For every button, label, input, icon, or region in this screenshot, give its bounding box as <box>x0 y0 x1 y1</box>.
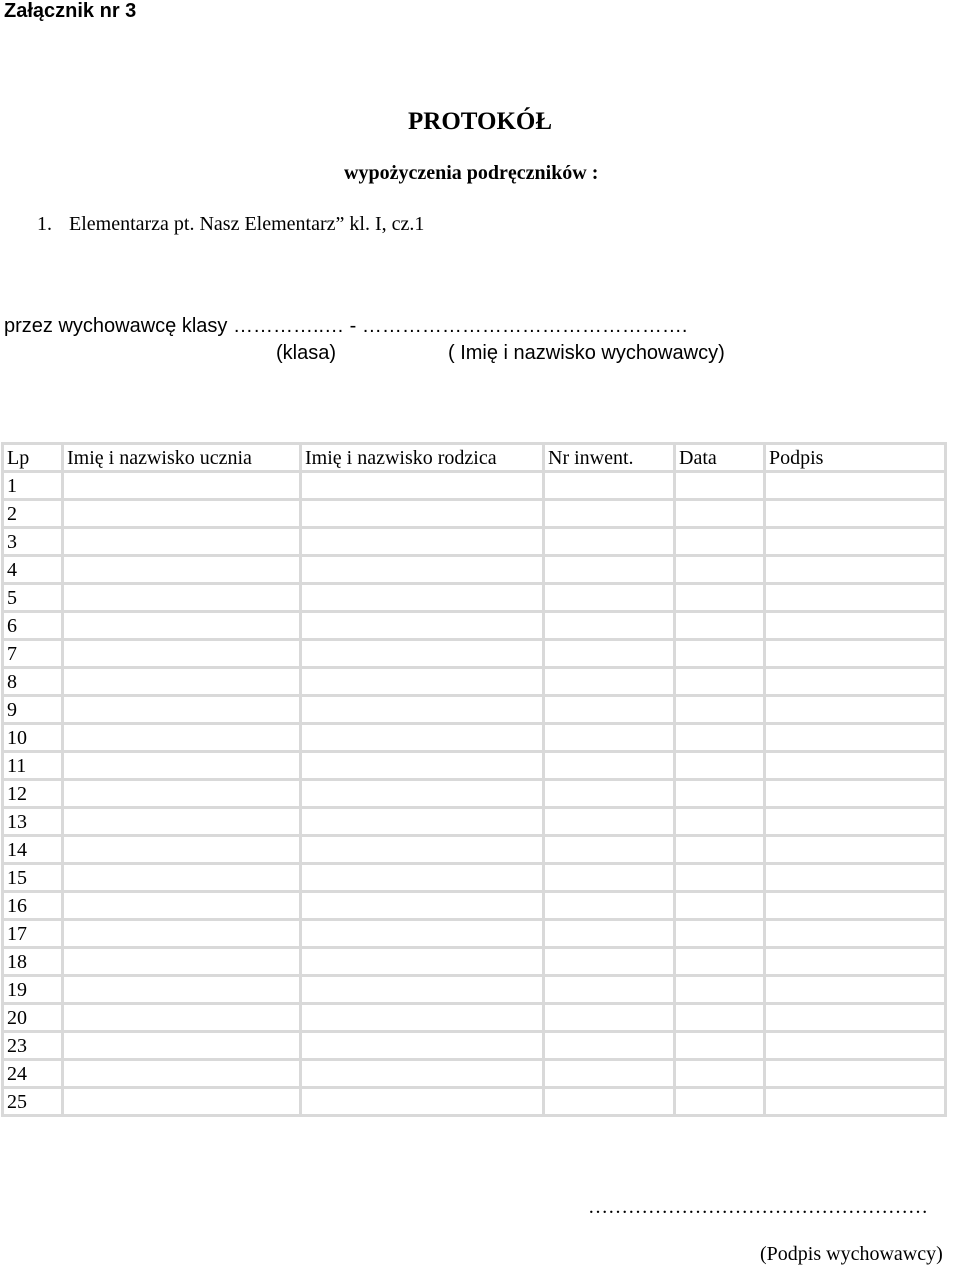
inventory-number-cell[interactable] <box>545 613 676 641</box>
table-row <box>1 781 947 809</box>
table-row <box>1 1033 947 1061</box>
signature-cell[interactable] <box>766 949 947 977</box>
date-cell[interactable] <box>676 949 766 977</box>
row-number: 13 <box>1 809 64 837</box>
table-row <box>1 613 947 641</box>
parent-name-cell[interactable] <box>302 529 545 557</box>
signature-cell[interactable] <box>766 753 947 781</box>
row-number: 5 <box>1 585 64 613</box>
student-name-cell[interactable] <box>64 1033 302 1061</box>
student-name-cell[interactable] <box>64 1005 302 1033</box>
table-row <box>1 1005 947 1033</box>
date-cell[interactable] <box>676 725 766 753</box>
table-row <box>1 697 947 725</box>
parent-name-cell[interactable] <box>302 473 545 501</box>
date-cell[interactable] <box>676 585 766 613</box>
row-number: 8 <box>1 669 64 697</box>
inventory-number-cell[interactable] <box>545 641 676 669</box>
parent-name-cell[interactable] <box>302 977 545 1005</box>
header-date: Data <box>676 442 766 473</box>
student-name-cell[interactable] <box>64 697 302 725</box>
inventory-number-cell[interactable] <box>545 949 676 977</box>
parent-name-cell[interactable] <box>302 1089 545 1117</box>
parent-name-cell[interactable] <box>302 725 545 753</box>
header-signature: Podpis <box>766 442 947 473</box>
inventory-number-cell[interactable] <box>545 473 676 501</box>
row-number: 17 <box>1 921 64 949</box>
student-name-cell[interactable] <box>64 977 302 1005</box>
teacher-name-hint: ( Imię i nazwisko wychowawcy) <box>448 342 725 364</box>
student-name-cell[interactable] <box>64 809 302 837</box>
parent-name-cell[interactable] <box>302 641 545 669</box>
inventory-number-cell[interactable] <box>545 893 676 921</box>
inventory-number-cell[interactable] <box>545 1033 676 1061</box>
header-student-name: Imię i nazwisko ucznia <box>64 442 302 473</box>
signature-cell[interactable] <box>766 1089 947 1117</box>
table-header-row <box>1 442 947 473</box>
student-name-cell[interactable] <box>64 613 302 641</box>
inventory-number-cell[interactable] <box>545 921 676 949</box>
signature-line: …………………………………………… <box>588 1196 928 1218</box>
signature-cell[interactable] <box>766 501 947 529</box>
student-name-cell[interactable] <box>64 837 302 865</box>
student-name-cell[interactable] <box>64 949 302 977</box>
row-number: 2 <box>1 501 64 529</box>
parent-name-cell[interactable] <box>302 697 545 725</box>
signature-cell[interactable] <box>766 977 947 1005</box>
student-name-cell[interactable] <box>64 529 302 557</box>
student-name-cell[interactable] <box>64 1061 302 1089</box>
signature-cell[interactable] <box>766 641 947 669</box>
row-number: 20 <box>1 1005 64 1033</box>
date-cell[interactable] <box>676 501 766 529</box>
signature-cell[interactable] <box>766 613 947 641</box>
row-number: 24 <box>1 1061 64 1089</box>
date-cell[interactable] <box>676 865 766 893</box>
inventory-number-cell[interactable] <box>545 837 676 865</box>
row-number: 12 <box>1 781 64 809</box>
row-number: 19 <box>1 977 64 1005</box>
row-number: 10 <box>1 725 64 753</box>
inventory-number-cell[interactable] <box>545 781 676 809</box>
student-name-cell[interactable] <box>64 753 302 781</box>
student-name-cell[interactable] <box>64 865 302 893</box>
table-row <box>1 893 947 921</box>
parent-name-cell[interactable] <box>302 893 545 921</box>
date-cell[interactable] <box>676 641 766 669</box>
table-row <box>1 501 947 529</box>
signature-cell[interactable] <box>766 529 947 557</box>
book-list-number: 1. <box>37 213 52 235</box>
document-subtitle: wypożyczenia podręczników : <box>344 162 599 184</box>
signature-cell[interactable] <box>766 697 947 725</box>
table-row <box>1 977 947 1005</box>
parent-name-cell[interactable] <box>302 837 545 865</box>
parent-name-cell[interactable] <box>302 557 545 585</box>
date-cell[interactable] <box>676 557 766 585</box>
date-cell[interactable] <box>676 669 766 697</box>
parent-name-cell[interactable] <box>302 865 545 893</box>
signature-cell[interactable] <box>766 921 947 949</box>
inventory-number-cell[interactable] <box>545 501 676 529</box>
inventory-number-cell[interactable] <box>545 809 676 837</box>
student-name-cell[interactable] <box>64 669 302 697</box>
signature-cell[interactable] <box>766 781 947 809</box>
document-title: PROTOKÓŁ <box>408 108 553 135</box>
signature-cell[interactable] <box>766 893 947 921</box>
parent-name-cell[interactable] <box>302 585 545 613</box>
row-number: 25 <box>1 1089 64 1117</box>
inventory-number-cell[interactable] <box>545 725 676 753</box>
inventory-number-cell[interactable] <box>545 669 676 697</box>
parent-name-cell[interactable] <box>302 781 545 809</box>
table-row <box>1 1061 947 1089</box>
row-number: 1 <box>1 473 64 501</box>
date-cell[interactable] <box>676 977 766 1005</box>
inventory-number-cell[interactable] <box>545 1089 676 1117</box>
table-row <box>1 725 947 753</box>
signature-cell[interactable] <box>766 557 947 585</box>
row-number: 23 <box>1 1033 64 1061</box>
table-row <box>1 753 947 781</box>
date-cell[interactable] <box>676 809 766 837</box>
class-teacher-line: przez wychowawcę klasy …………..… - …………………………………………. <box>4 315 688 337</box>
table-row <box>1 641 947 669</box>
student-name-cell[interactable] <box>64 893 302 921</box>
signature-cell[interactable] <box>766 1005 947 1033</box>
inventory-number-cell[interactable] <box>545 1005 676 1033</box>
loan-table <box>1 442 947 1117</box>
inventory-number-cell[interactable] <box>545 865 676 893</box>
table-row <box>1 921 947 949</box>
date-cell[interactable] <box>676 697 766 725</box>
header-parent-name: Imię i nazwisko rodzica <box>302 442 545 473</box>
inventory-number-cell[interactable] <box>545 529 676 557</box>
student-name-cell[interactable] <box>64 473 302 501</box>
parent-name-cell[interactable] <box>302 669 545 697</box>
row-number: 4 <box>1 557 64 585</box>
header-lp: Lp <box>1 442 64 473</box>
row-number: 3 <box>1 529 64 557</box>
date-cell[interactable] <box>676 893 766 921</box>
row-number: 14 <box>1 837 64 865</box>
student-name-cell[interactable] <box>64 557 302 585</box>
inventory-number-cell[interactable] <box>545 557 676 585</box>
signature-cell[interactable] <box>766 725 947 753</box>
date-cell[interactable] <box>676 837 766 865</box>
inventory-number-cell[interactable] <box>545 1061 676 1089</box>
table-row <box>1 809 947 837</box>
row-number: 9 <box>1 697 64 725</box>
signature-cell[interactable] <box>766 1033 947 1061</box>
date-cell[interactable] <box>676 473 766 501</box>
table-row <box>1 473 947 501</box>
student-name-cell[interactable] <box>64 725 302 753</box>
student-name-cell[interactable] <box>64 585 302 613</box>
row-number: 18 <box>1 949 64 977</box>
table-row <box>1 949 947 977</box>
signature-cell[interactable] <box>766 669 947 697</box>
parent-name-cell[interactable] <box>302 753 545 781</box>
table-row <box>1 529 947 557</box>
signature-label: (Podpis wychowawcy) <box>760 1243 943 1265</box>
date-cell[interactable] <box>676 781 766 809</box>
header-inventory-number: Nr inwent. <box>545 442 676 473</box>
parent-name-cell[interactable] <box>302 1005 545 1033</box>
parent-name-cell[interactable] <box>302 949 545 977</box>
date-cell[interactable] <box>676 1005 766 1033</box>
book-list-item <box>37 213 424 236</box>
date-cell[interactable] <box>676 529 766 557</box>
date-cell[interactable] <box>676 921 766 949</box>
date-cell[interactable] <box>676 753 766 781</box>
table-body <box>1 473 947 1117</box>
signature-cell[interactable] <box>766 585 947 613</box>
date-cell[interactable] <box>676 1061 766 1089</box>
inventory-number-cell[interactable] <box>545 753 676 781</box>
parent-name-cell[interactable] <box>302 921 545 949</box>
table-row <box>1 669 947 697</box>
annex-label: Załącznik nr 3 <box>4 0 137 22</box>
row-number: 7 <box>1 641 64 669</box>
table-row <box>1 1089 947 1117</box>
parent-name-cell[interactable] <box>302 1061 545 1089</box>
signature-cell[interactable] <box>766 865 947 893</box>
table-row <box>1 585 947 613</box>
row-number: 16 <box>1 893 64 921</box>
student-name-cell[interactable] <box>64 921 302 949</box>
signature-cell[interactable] <box>766 1061 947 1089</box>
parent-name-cell[interactable] <box>302 809 545 837</box>
inventory-number-cell[interactable] <box>545 585 676 613</box>
book-list-text: Elementarza pt. Nasz Elementarz” kl. I, cz.1 <box>69 213 425 235</box>
student-name-cell[interactable] <box>64 641 302 669</box>
student-name-cell[interactable] <box>64 781 302 809</box>
inventory-number-cell[interactable] <box>545 977 676 1005</box>
class-hint: (klasa) <box>276 342 337 364</box>
signature-cell[interactable] <box>766 837 947 865</box>
date-cell[interactable] <box>676 1033 766 1061</box>
table-row <box>1 865 947 893</box>
student-name-cell[interactable] <box>64 501 302 529</box>
inventory-number-cell[interactable] <box>545 697 676 725</box>
date-cell[interactable] <box>676 1089 766 1117</box>
signature-cell[interactable] <box>766 473 947 501</box>
row-number: 15 <box>1 865 64 893</box>
parent-name-cell[interactable] <box>302 501 545 529</box>
parent-name-cell[interactable] <box>302 1033 545 1061</box>
row-number: 6 <box>1 613 64 641</box>
signature-cell[interactable] <box>766 809 947 837</box>
table-row <box>1 557 947 585</box>
table-row <box>1 837 947 865</box>
parent-name-cell[interactable] <box>302 613 545 641</box>
date-cell[interactable] <box>676 613 766 641</box>
row-number: 11 <box>1 753 64 781</box>
student-name-cell[interactable] <box>64 1089 302 1117</box>
